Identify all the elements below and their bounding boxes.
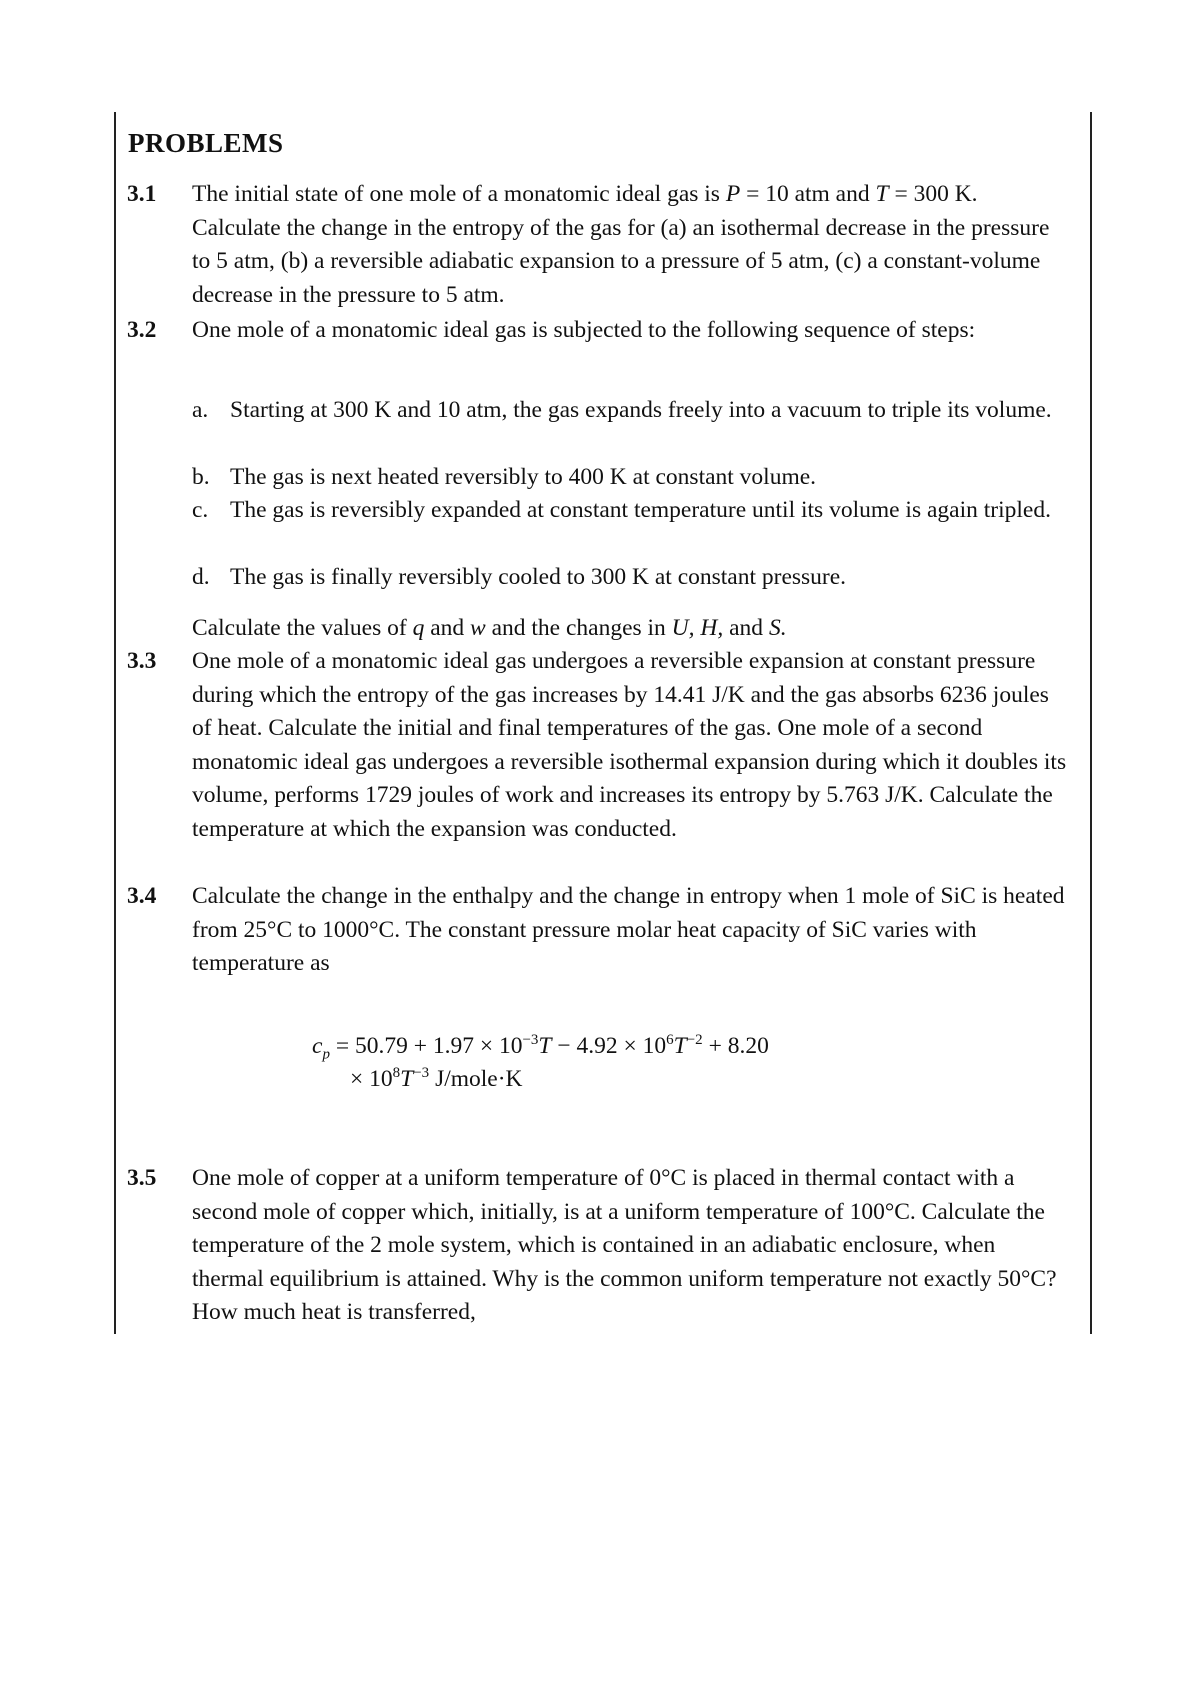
step-letter: c. — [192, 497, 209, 523]
equation-line-1: $c_p = 50.79 + 1.97 \times 10^{-3}T - 4.92 \times 10^6T^{-2} + 8.20$ — [312, 1032, 769, 1063]
step-d — [192, 561, 1072, 595]
problem-text: One mole of a monatomic ideal gas is subjected to the following sequence of steps: — [192, 317, 976, 343]
right-margin-rule — [1090, 112, 1092, 1334]
problem-number: 3.3 — [127, 648, 157, 674]
step-a — [192, 394, 1072, 428]
problem-3-3 — [127, 645, 1071, 846]
step-text: Starting at 300 K and 10 atm, the gas expands freely into a vacuum to triple its volume. — [230, 397, 1052, 423]
left-margin-rule — [114, 112, 116, 1334]
problem-3-2 — [127, 314, 1071, 348]
problem-text: The initial state of one mole of a monatomic ideal gas is P = 10 atm and T = 300 K. Calculate the change in the entropy of the gas for (a) an isothermal decrease in the pressure to 5 atm, (b) a reversible adiabatic expansion to a pressure of 5 atm, (c) a constant-volume decrease in the pressure to 5 atm. — [192, 181, 1050, 308]
step-c — [192, 494, 1072, 528]
problem-3-2-question — [127, 612, 1071, 646]
problem-number: 3.2 — [127, 317, 157, 343]
problem-3-5 — [127, 1162, 1071, 1330]
problem-text: Calculate the change in the enthalpy and the change in entropy when 1 mole of SiC is heated from 25°C to 1000°C. The constant pressure molar heat capacity of SiC varies with temperature as — [192, 883, 1065, 976]
step-text: The gas is next heated reversibly to 400 K at constant volume. — [230, 464, 817, 490]
problem-3-1 — [127, 178, 1071, 312]
equation-line-2: × $10^8T^{-3}$ J/mole·K — [350, 1065, 523, 1092]
step-text: The gas is finally reversibly cooled to 300 K at constant pressure. — [230, 564, 847, 590]
step-letter: b. — [192, 464, 210, 490]
step-letter: a. — [192, 397, 209, 423]
problem-number: 3.5 — [127, 1165, 157, 1191]
problem-3-4 — [127, 880, 1071, 981]
problem-number: 3.4 — [127, 883, 157, 909]
problem-number: 3.1 — [127, 181, 157, 207]
problem-text: One mole of a monatomic ideal gas undergoes a reversible expansion at constant pressure during which the entropy of the gas increases by 14.41 J/K and the gas absorbs 6236 joules of heat. Calculate the initial and final temperatures of the gas. One mole of a second monatomic ideal gas undergoes a reversible isothermal expansion during which it doubles its volume, performs 1729 joules of work and increases its entropy by 5.763 J/K. Calculate the temperature at which the expansion was conducted. — [192, 648, 1067, 842]
problem-text: One mole of copper at a uniform temperature of 0°C is placed in thermal contact with a second mole of copper which, initially, is at a uniform temperature of 100°C. Calculate the temperature of the 2 mole system, which is contained in an adiabatic enclosure, when thermal equilibrium is attained. Why is the common uniform temperature not exactly 50°C? How much heat is transferred, — [192, 1165, 1057, 1325]
section-heading: PROBLEMS — [128, 128, 284, 158]
heat-capacity-equation — [312, 1030, 769, 1096]
step-letter: d. — [192, 564, 210, 590]
step-b — [192, 461, 1072, 495]
step-text: The gas is reversibly expanded at constant temperature until its volume is again tripled. — [230, 497, 1051, 523]
problem-text: Calculate the values of q and w and the changes in U, H, and S. — [192, 615, 787, 641]
